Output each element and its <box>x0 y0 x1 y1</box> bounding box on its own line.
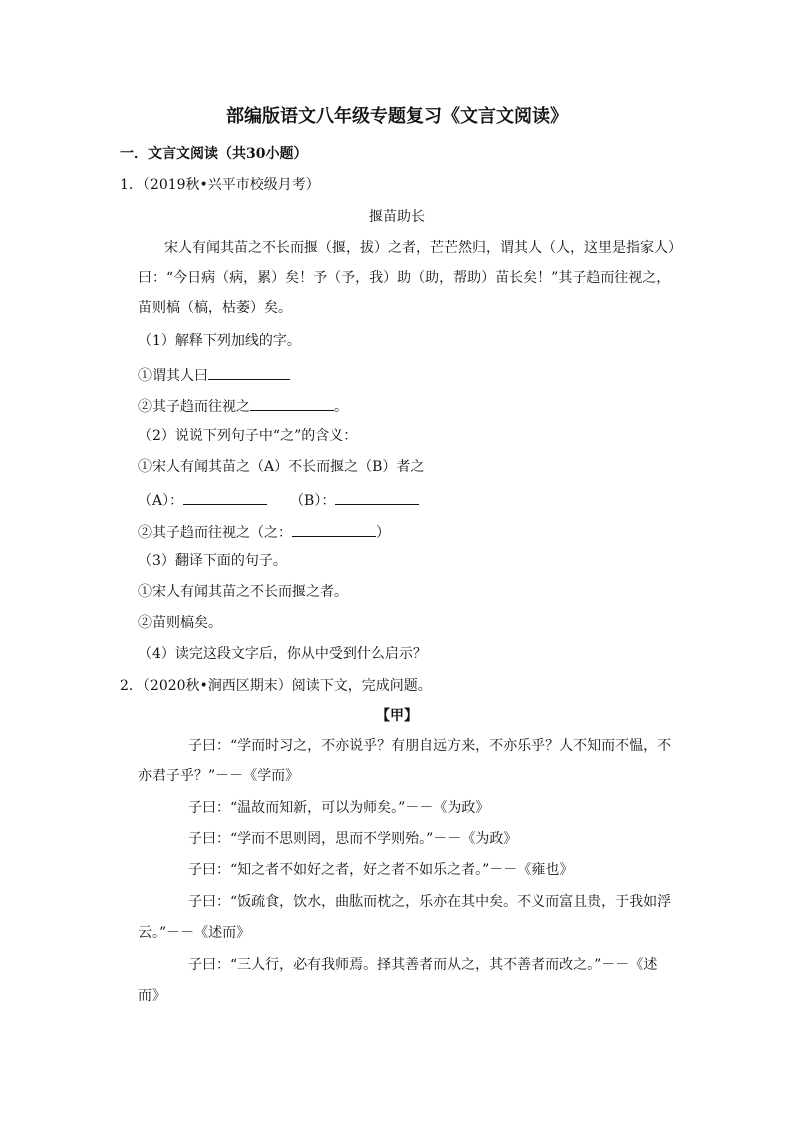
answer-label-a: （A）： <box>138 493 184 509</box>
sub-question-3a: ①宋人有闻其苗之不长而揠之者。 <box>138 584 348 600</box>
sub-question-1a-text: ①谓其人曰 <box>138 368 208 384</box>
answer-blank[interactable] <box>183 490 267 505</box>
sub-question-1b-text: ②其子趋而往视之 <box>138 399 250 415</box>
answer-blank[interactable] <box>292 522 376 537</box>
section-heading: 一．文言文阅读（共30小题） <box>120 146 308 162</box>
sub-question-2a: ①宋人有闻其苗之（A）不长而揠之（B）者之 <box>138 459 425 475</box>
classic-quote-line: 亦君子乎？”－－《学而》 <box>138 768 300 784</box>
answer-label-b: （B）： <box>290 493 336 509</box>
sub-question-3b: ②苗则槁矣。 <box>138 615 222 631</box>
classic-quote-line: 子曰：“三人行，必有我师焉。择其善者而从之，其不善者而改之。”－－《述 <box>188 957 658 973</box>
document-title: 部编版语文八年级专题复习《文言文阅读》 <box>226 106 568 127</box>
classic-quote-line: 子曰：“学而不思则罔，思而不学则殆。”－－《为政》 <box>188 831 518 847</box>
punctuation: ） <box>376 525 390 541</box>
sub-question-4: （4）读完这段文字后，你从中受到什么启示？ <box>138 646 427 662</box>
classic-quote-line: 子曰：“温故而知新，可以为师矣。”－－《为政》 <box>188 800 490 816</box>
sub-question-2b <box>138 522 390 542</box>
answer-blank[interactable] <box>250 396 334 411</box>
sub-question-2: （2）说说下列句子中“之”的含义： <box>138 428 358 444</box>
sub-question-1a <box>138 365 290 385</box>
question-2-header: 2．（2020秋•涧西区期末）阅读下文，完成问题。 <box>120 678 432 694</box>
answer-blank[interactable] <box>208 365 290 380</box>
classic-quote-line: 而》 <box>138 988 166 1004</box>
passage-line: 苗则槁（槁，枯萎）矣。 <box>138 300 292 316</box>
passage-line: 曰：“今日病（病，累）矣！予（予，我）助（助，帮助）苗长矣！”其子趋而往视之， <box>138 270 671 286</box>
answer-blank[interactable] <box>335 490 419 505</box>
passage-title: 揠苗助长 <box>369 209 425 225</box>
classic-quote-line: 子曰：“饭疏食，饮水，曲肱而枕之，乐亦在其中矣。不义而富且贵，于我如浮 <box>188 894 672 910</box>
part-label: 【甲】 <box>376 708 418 724</box>
classic-quote-line: 子曰：“知之者不如好之者，好之者不如乐之者。”－－《雍也》 <box>188 862 574 878</box>
punctuation: 。 <box>334 399 348 415</box>
question-1-header: 1．（2019秋•兴平市校级月考） <box>120 177 320 193</box>
sub-question-1: （1）解释下列加线的字。 <box>138 333 301 349</box>
classic-quote-line: 云。”－－《述而》 <box>138 925 251 941</box>
passage-line: 宋人有闻其苗之不长而揠（揠，拔）之者，芒芒然归，谓其人（人，这里是指家人） <box>164 240 682 256</box>
classic-quote-line: 子曰：“学而时习之，不亦说乎？有朋自远方来，不亦乐乎？人不知而不愠，不 <box>188 738 672 754</box>
sub-question-3: （3）翻译下面的句子。 <box>138 553 287 569</box>
sub-question-1b <box>138 396 348 416</box>
sub-question-2b-text: ②其子趋而往视之（之： <box>138 525 292 541</box>
sub-question-2a-answers <box>138 490 419 510</box>
